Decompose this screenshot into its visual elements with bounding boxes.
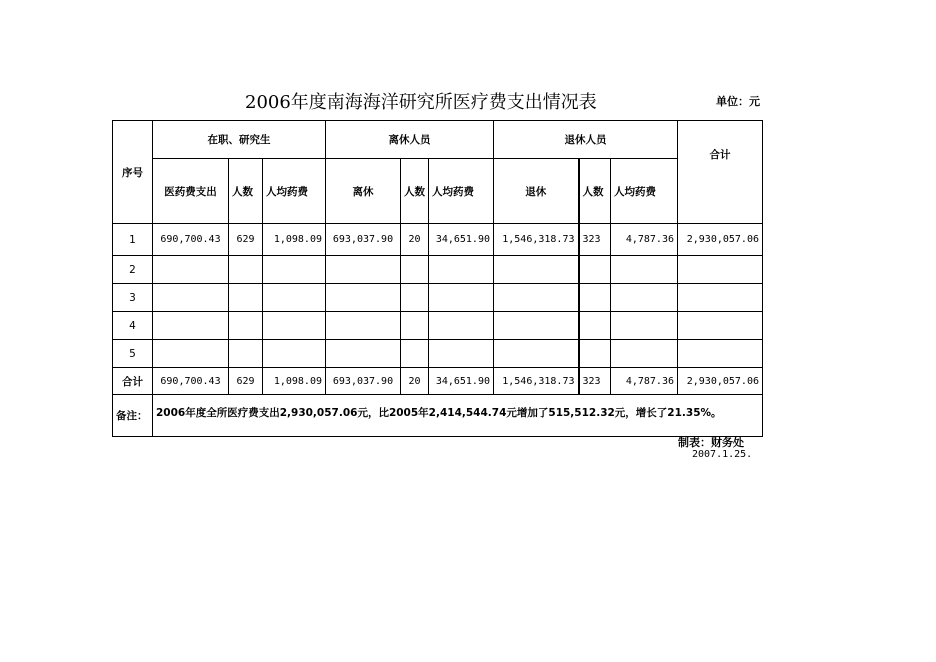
table-row	[113, 340, 763, 368]
table-row	[113, 224, 763, 256]
footer-date: 2007.1.25.	[692, 449, 753, 460]
table-cell	[494, 284, 579, 312]
table-cell	[401, 284, 429, 312]
table-cell	[429, 284, 494, 312]
header-total: 合计	[678, 121, 763, 224]
table-cell	[263, 284, 326, 312]
page-title: 2006年度南海海洋研究所医疗费支出情况表	[245, 92, 597, 113]
table-cell	[678, 312, 763, 340]
table-cell	[263, 256, 326, 284]
header-col: 退休	[494, 159, 579, 224]
footer-maker: 制表：财务处	[678, 436, 744, 449]
table-cell	[401, 256, 429, 284]
table-cell: 20	[401, 368, 429, 395]
header-retired: 退休人员	[494, 121, 678, 159]
table-cell	[579, 256, 611, 284]
table-cell: 323	[579, 368, 611, 395]
table-cell	[326, 284, 401, 312]
header-col: 人数	[401, 159, 429, 224]
table-cell: 2,930,057.06	[678, 224, 763, 256]
table-cell: 690,700.43	[153, 368, 229, 395]
row-seq: 2	[113, 256, 153, 284]
table-cell: 693,037.90	[326, 224, 401, 256]
header-col: 人均药费	[263, 159, 326, 224]
table-cell: 34,651.90	[429, 368, 494, 395]
row-seq: 5	[113, 340, 153, 368]
header-col: 人数	[579, 159, 611, 224]
table-cell	[229, 312, 263, 340]
table-row	[113, 256, 763, 284]
table-cell	[494, 256, 579, 284]
table-cell: 4,787.36	[611, 368, 678, 395]
table-cell	[611, 340, 678, 368]
header-retired-cadre: 离休人员	[326, 121, 494, 159]
note-label: 备注：	[113, 395, 153, 437]
table-cell	[326, 312, 401, 340]
table-cell	[429, 312, 494, 340]
table-cell	[678, 256, 763, 284]
table-cell	[611, 312, 678, 340]
table-cell: 1,098.09	[263, 368, 326, 395]
unit-label: 单位：元	[716, 95, 760, 108]
header-col: 人均药费	[429, 159, 494, 224]
table-cell	[229, 256, 263, 284]
expense-table	[112, 120, 763, 437]
table-cell	[429, 340, 494, 368]
table-cell: 1,098.09	[263, 224, 326, 256]
header-col: 人数	[229, 159, 263, 224]
table-cell: 2,930,057.06	[678, 368, 763, 395]
table-cell	[678, 284, 763, 312]
table-cell	[429, 256, 494, 284]
note-text: 2006年度全所医疗费支出2,930,057.06元，比2005年2,414,544.74元增加了515,512.32元，增长了21.35%。	[153, 395, 763, 437]
table-cell	[579, 340, 611, 368]
table-cell	[326, 340, 401, 368]
table-cell: 690,700.43	[153, 224, 229, 256]
header-staff: 在职、研究生	[153, 121, 326, 159]
table-cell	[263, 312, 326, 340]
table-cell	[229, 340, 263, 368]
table-row	[113, 312, 763, 340]
table-cell: 4,787.36	[611, 224, 678, 256]
row-seq: 1	[113, 224, 153, 256]
header-col: 医药费支出	[153, 159, 229, 224]
header-col: 离休	[326, 159, 401, 224]
table-cell	[263, 340, 326, 368]
table-cell: 34,651.90	[429, 224, 494, 256]
table-cell: 20	[401, 224, 429, 256]
table-cell: 323	[579, 224, 611, 256]
row-seq: 4	[113, 312, 153, 340]
table-cell	[579, 284, 611, 312]
table-cell	[401, 312, 429, 340]
header-col: 人均药费	[611, 159, 678, 224]
table-cell	[229, 284, 263, 312]
table-cell	[494, 340, 579, 368]
table-cell	[153, 340, 229, 368]
table-cell: 1,546,318.73	[494, 224, 579, 256]
table-cell	[494, 312, 579, 340]
table-cell: 629	[229, 224, 263, 256]
table-cell	[611, 284, 678, 312]
row-seq: 合计	[113, 368, 153, 395]
table-row	[113, 368, 763, 395]
table-cell: 629	[229, 368, 263, 395]
table-cell	[678, 340, 763, 368]
table-cell	[153, 256, 229, 284]
table-cell: 693,037.90	[326, 368, 401, 395]
table-row	[113, 284, 763, 312]
table-cell	[401, 340, 429, 368]
table-cell	[153, 312, 229, 340]
row-seq: 3	[113, 284, 153, 312]
table-cell	[153, 284, 229, 312]
table-cell	[579, 312, 611, 340]
header-seq: 序号	[113, 121, 153, 224]
table-cell	[326, 256, 401, 284]
table-cell	[611, 256, 678, 284]
table-cell: 1,546,318.73	[494, 368, 579, 395]
